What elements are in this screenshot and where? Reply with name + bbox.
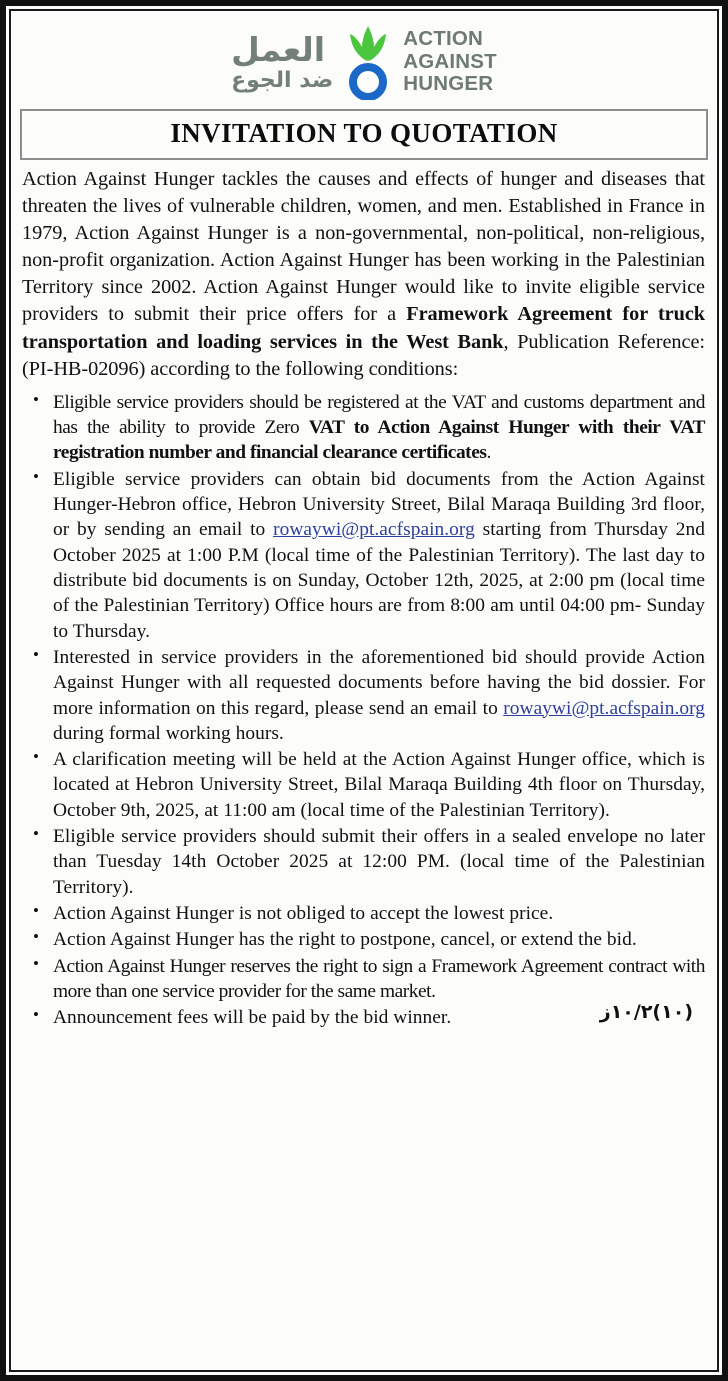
logo-word-hunger: HUNGER <box>403 72 494 96</box>
condition-item-documents-required <box>22 645 705 746</box>
page-content <box>11 11 717 1370</box>
condition-item-submission-deadline: • Eligible service providers should submit their offers in a sealed envelope no later than Tuesday 14th October 2025 at 12:00 PM. (local time of the Palestinian Territory). <box>22 824 705 900</box>
condition-item-multiple-providers: • Action Against Hunger reserves the right to sign a Framework Agreement contract with more than one service provider for the same market. <box>22 954 705 1005</box>
condition-item-vat <box>22 390 705 466</box>
document-body <box>11 160 717 1031</box>
intro-part2: , Publication Reference: (PI-HB-02096) according to the following conditions: <box>22 330 705 380</box>
footer-reference-code: (١٠)١٠/٢ز <box>599 1000 693 1023</box>
condition-2-post: starting from Thursday 2nd October 2025 at 1:00 P.M (local time of the Palestinian Territory). The last day to distribute bid documents is on Sunday, October 12th, 2025, at 2:00 pm (local time of the Palestinian Territory) Office hours are from 8:00 am until 04:00 pm- Sunday to Thursday. <box>53 519 705 642</box>
page-title: INVITATION TO QUOTATION <box>170 118 558 148</box>
condition-2-pre: Eligible service providers can obtain bid documents from the Action Against Hunger-Hebron office, Hebron University Street, Bilal Maraqa Building 3rd floor, or by sending an email to <box>53 468 705 541</box>
leaf-and-ring-icon <box>342 24 394 100</box>
condition-item-bid-documents <box>22 467 705 644</box>
logo-arabic-line2: ضد الجوع <box>231 67 334 93</box>
intro-subject-bold: Framework Agreement for truck transportation and loading services in the West Bank <box>22 303 706 353</box>
email-link-more-information[interactable]: rowaywi@pt.acfspain.org <box>503 697 705 719</box>
condition-item-clarification-meeting: • A clarification meeting will be held at the Action Against Hunger office, which is located at Hebron University Street, Bilal Maraqa Building 4th floor on Thursday, October 9th, 2025, at 11:00 am (local time of the Palestinian Territory). <box>22 747 705 823</box>
condition-item-lowest-price: • Action Against Hunger is not obliged to accept the lowest price. <box>22 901 705 926</box>
email-link-bid-documents[interactable]: rowaywi@pt.acfspain.org <box>273 519 475 541</box>
condition-item-postpone-cancel: • Action Against Hunger has the right to postpone, cancel, or extend the bid. <box>22 927 705 952</box>
intro-part1: Action Against Hunger tackles the causes and effects of hunger and diseases that threaten the lives of vulnerable children, women, and men. Established in France in 1979, Action Against Hunger is a non-governmental, non-political, non-religious, non-profit organization. Action Against Hunger has been working in the Palestinian Territory since 2002. Action Against Hunger would like to invite eligible service providers to submit their price offers for a <box>22 168 705 326</box>
condition-3-pre: Interested in service providers in the aforementioned bid should provide Action Against Hunger with all requested documents before having the bid dossier. For more information on this regard, please send an email to <box>53 646 705 719</box>
condition-item-announcement-fees: • Announcement fees will be paid by the bid winner. <box>22 1005 705 1030</box>
intro-paragraph <box>22 166 705 383</box>
organization-logo <box>11 11 717 109</box>
logo-word-against: AGAINST <box>403 49 497 73</box>
logo-arabic-text <box>231 29 334 93</box>
condition-1-pre: Eligible service providers should be registered at the VAT and customs department and has the ability to provide Zero <box>53 391 705 439</box>
condition-1-post: . <box>486 442 491 464</box>
logo-word-action: ACTION <box>403 26 483 50</box>
condition-3-post: during formal working hours. <box>53 722 284 744</box>
conditions-list <box>22 390 705 1031</box>
logo-arabic-line1: العمل <box>231 29 326 69</box>
title-box <box>20 109 708 160</box>
condition-1-bold: VAT to Action Against Hunger with their VAT registration number and financial clearance certificates <box>53 417 705 464</box>
logo-wordmark <box>403 28 497 97</box>
